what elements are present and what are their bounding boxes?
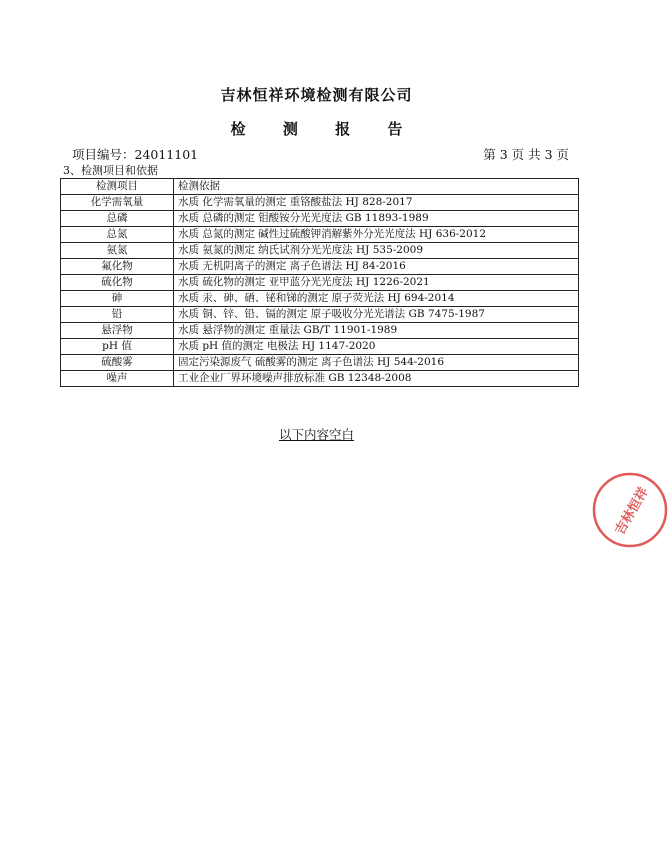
- table-row: [61, 259, 579, 275]
- row-item: pH 值: [61, 339, 174, 355]
- row-basis: 水质 悬浮物的测定 重量法 GB/T 11901-1989: [174, 323, 579, 339]
- row-item: 氨氮: [61, 243, 174, 259]
- row-basis: 水质 氨氮的测定 纳氏试剂分光光度法 HJ 535-2009: [174, 243, 579, 259]
- header-item: 检测项目: [61, 179, 174, 195]
- table-row: [61, 211, 579, 227]
- row-item: 铅: [61, 307, 174, 323]
- table-row: [61, 227, 579, 243]
- table-row: [61, 275, 579, 291]
- table-row: [61, 371, 579, 387]
- row-item: 总氮: [61, 227, 174, 243]
- methods-table: [60, 178, 579, 387]
- row-item: 氟化物: [61, 259, 174, 275]
- table-row: [61, 339, 579, 355]
- blank-note: 以下内容空白: [278, 427, 354, 442]
- row-item: 砷: [61, 291, 174, 307]
- section-title: 3、检测项目和依据: [63, 164, 158, 177]
- row-item: 噪声: [61, 371, 174, 387]
- table-row: [61, 291, 579, 307]
- row-basis: 水质 总氮的测定 碱性过硫酸钾消解紫外分光光度法 HJ 636-2012: [174, 227, 579, 243]
- row-item: 总磷: [61, 211, 174, 227]
- table-header-row: [61, 179, 579, 195]
- row-item: 悬浮物: [61, 323, 174, 339]
- row-basis: 水质 总磷的测定 钼酸铵分光光度法 GB 11893-1989: [174, 211, 579, 227]
- table-row: [61, 355, 579, 371]
- table-row: [61, 307, 579, 323]
- project-number: 项目编号：24011101: [72, 147, 199, 162]
- company-name: 吉林恒祥环境检测有限公司: [220, 86, 413, 104]
- row-item: 硫化物: [61, 275, 174, 291]
- row-basis: 水质 铜、锌、铅、镉的测定 原子吸收分光光谱法 GB 7475-1987: [174, 307, 579, 323]
- row-basis: 水质 汞、砷、硒、铋和锑的测定 原子荧光法 HJ 694-2014: [174, 291, 579, 307]
- row-basis: 水质 pH 值的测定 电极法 HJ 1147-2020: [174, 339, 579, 355]
- table-row: [61, 323, 579, 339]
- seal-stamp-icon: [590, 470, 670, 550]
- row-basis: 固定污染源废气 硫酸雾的测定 离子色谱法 HJ 544-2016: [174, 355, 579, 371]
- report-title: 检 测 报 告: [230, 120, 419, 138]
- row-basis: 水质 化学需氧量的测定 重铬酸盐法 HJ 828-2017: [174, 195, 579, 211]
- row-basis: 水质 无机阴离子的测定 离子色谱法 HJ 84-2016: [174, 259, 579, 275]
- table-row: [61, 243, 579, 259]
- header-basis: 检测依据: [174, 179, 579, 195]
- svg-text:吉林恒祥: 吉林恒祥: [612, 484, 652, 538]
- row-item: 硫酸雾: [61, 355, 174, 371]
- table-row: [61, 195, 579, 211]
- row-item: 化学需氧量: [61, 195, 174, 211]
- row-basis: 工业企业厂界环境噪声排放标准 GB 12348-2008: [174, 371, 579, 387]
- row-basis: 水质 硫化物的测定 亚甲蓝分光光度法 HJ 1226-2021: [174, 275, 579, 291]
- page-info: 第 3 页 共 3 页: [483, 147, 569, 162]
